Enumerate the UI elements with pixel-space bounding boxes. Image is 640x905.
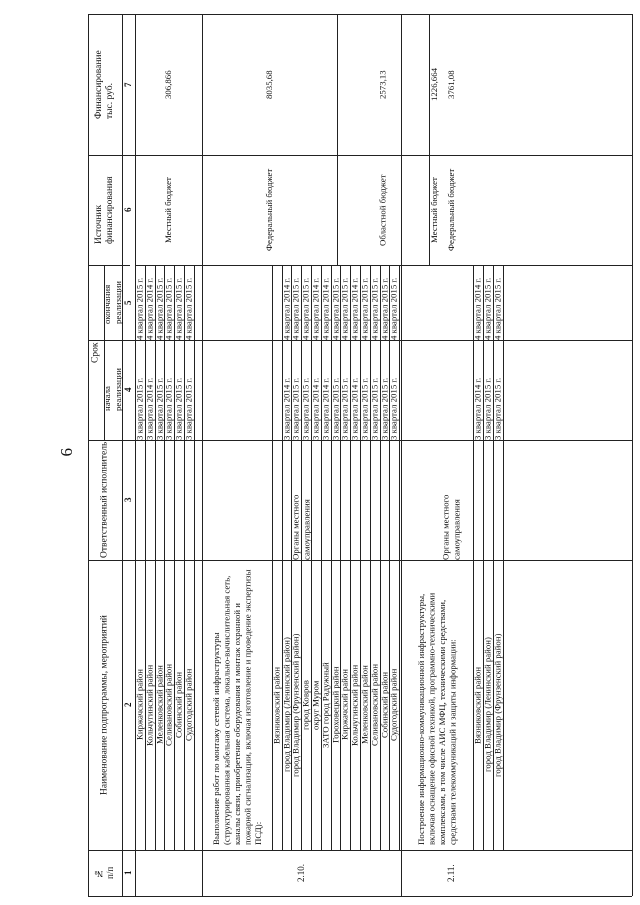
b2-row-5-name: [321, 560, 331, 850]
b1-row-5-start-text: 3 квартал 2015 г.: [183, 377, 194, 440]
b2-source-0-text: Федеральный бюджет: [263, 168, 274, 252]
column-number-4: [122, 340, 135, 440]
b2-row-6-name-text: Гороховецкий район: [330, 666, 340, 744]
b3-finance: [401, 14, 502, 155]
column-number-6-text: 6: [123, 207, 133, 213]
b3-title-text: Построение информационно-коммуникационной инфраструктуры, включая оснащение офисной техникой, программно-техническими комплексами, в том числе АИС МФЦ, техническими средствами, средствами телекоммуникаций и защиты информации:: [416, 592, 458, 845]
b2-row-6-end-text: 4 квартал 2015 г.: [330, 277, 340, 340]
b2-row-10-end: [370, 265, 380, 340]
b1-row-1-name-text: Кольчугинский район: [144, 664, 155, 746]
column-number-5-text: 5: [123, 300, 133, 305]
b2-row-5-end-text: 4 квартал 2014 г.: [320, 277, 331, 340]
b2-row-6-start-text: 3 квартал 2015 г.: [330, 377, 340, 440]
b1-row-5-end-text: 4 квартал 2015 г.: [183, 277, 194, 340]
b2-row-9-start-text: 3 квартал 2015 г.: [359, 377, 370, 440]
b2-row-12-name: [389, 560, 399, 850]
b3-row-1-start: [483, 340, 493, 440]
b2-source-0: [202, 155, 337, 265]
b1-row-5-end: [184, 265, 194, 340]
b2-row-10-start-text: 3 квартал 2015 г.: [369, 377, 380, 440]
b2-row-4-name-text: округ Муром: [310, 680, 321, 730]
b3-row-2-name: [493, 560, 503, 850]
b2-row-12-end: [389, 265, 399, 340]
b2-row-11-start-text: 3 квартал 2015 г.: [379, 377, 389, 440]
b3-row-0-end-text: 4 квартал 2014 г.: [472, 277, 483, 340]
b2-row-5-start-text: 3 квартал 2014 г.: [320, 377, 331, 440]
header-end: [104, 265, 122, 340]
b2-title: [204, 565, 270, 845]
b2-executor-text: Органы местного самоуправления: [290, 494, 312, 560]
column-number-2-text: 2: [123, 702, 133, 708]
b2-source-2-text: Местный бюджет: [428, 177, 439, 243]
b1-row-1-end: [145, 265, 155, 340]
b2-row-2-name-text: город Владимир (Фрунзенский район): [290, 633, 301, 777]
b2-row-2-end-text: 4 квартал 2015 г.: [290, 277, 301, 340]
b2-row-12-start: [389, 340, 399, 440]
b1-row-5-name-text: Судогодский район: [183, 668, 194, 742]
b1-row-1-start-text: 3 квартал 2014 г.: [144, 377, 155, 440]
b2-row-4-start: [311, 340, 321, 440]
b1-row-4-name-text: Собинский район: [173, 671, 184, 739]
b2-row-12-end-text: 4 квартал 2015 г.: [388, 277, 399, 340]
column-number-5: [122, 265, 135, 340]
b2-row-0-end: [272, 265, 282, 340]
b2-row-8-name-text: Кольчугинский район: [349, 664, 360, 746]
b3-row-2-end-text: 4 квартал 2015 г.: [492, 277, 503, 340]
header-finance: [88, 14, 122, 155]
b1-row-5-start: [184, 340, 194, 440]
b2-num: [202, 850, 401, 896]
b1-row-3-name-text: Селивановский район: [163, 663, 174, 747]
b2-row-0-start: [272, 340, 282, 440]
b2-row-4-name: [311, 560, 321, 850]
b1-source: [135, 155, 202, 265]
b2-row-9-start: [360, 340, 370, 440]
column-number-7: [122, 14, 135, 155]
header-num: [88, 850, 122, 896]
b2-row-11-end-text: 4 квартал 2015 г.: [379, 277, 389, 340]
header-end-text: окончания реализации: [102, 281, 123, 324]
b2-row-4-start-text: 3 квартал 2014 г.: [310, 377, 321, 440]
b1-row-0-start-text: 3 квартал 2015 г.: [134, 377, 145, 440]
header-finance-text: Финансирование тыс. руб.: [94, 50, 115, 119]
b2-row-1-name-text: город Владимир (Ленинский район): [281, 637, 291, 773]
b3-row-2-name-text: город Владимир (Фрунзенский район): [492, 633, 503, 777]
b2-row-7-start-text: 3 квартал 2015 г.: [339, 377, 350, 440]
header-source: [88, 155, 122, 265]
b3-row-2-end: [493, 265, 503, 340]
b2-row-9-name: [360, 560, 370, 850]
column-number-7-text: 7: [123, 82, 133, 87]
b1-row-5-name: [184, 560, 194, 850]
b2-row-3-start-text: 3 квартал 2015 г.: [300, 377, 311, 440]
grid-line: [632, 14, 633, 896]
header-num-text: № п/п: [94, 866, 115, 880]
b3-row-1-name: [483, 560, 493, 850]
grid-line: [88, 896, 632, 897]
b1-row-3-start-text: 3 квартал 2015 г.: [163, 377, 174, 440]
column-number-4-text: 4: [123, 387, 133, 393]
header-source-text: Источник финансирования: [94, 176, 115, 244]
b3-executor-text: Органы местного самоуправления: [440, 494, 462, 560]
b2-row-10-start: [370, 340, 380, 440]
b1-row-1-name: [145, 560, 155, 850]
column-number-1: [122, 850, 135, 896]
b3-source-text: Федеральный бюджет: [446, 168, 457, 252]
b2-row-0-name: [272, 560, 282, 850]
b3-num: [401, 850, 502, 896]
b1-source-text: Местный бюджет: [162, 177, 173, 243]
b3-row-0-name-text: Вязниковский район: [472, 666, 483, 744]
column-number-2: [122, 560, 135, 850]
b2-row-0-name-text: Вязниковский район: [271, 666, 282, 744]
b3-row-1-start-text: 3 квартал 2015 г.: [482, 377, 493, 440]
b2-finance-0: [202, 14, 337, 155]
b1-row-0-name-text: Киржачский район: [134, 669, 145, 741]
b1-row-1-end-text: 4 квартал 2014 г.: [144, 277, 155, 340]
b2-row-1-start-text: 3 квартал 2014 г.: [281, 377, 291, 440]
b1-row-0-end: [135, 265, 145, 340]
column-number-3: [122, 440, 135, 560]
b2-row-7-end-text: 4 квартал 2015 г.: [339, 277, 350, 340]
b2-source-1-text: Областной бюджет: [377, 174, 388, 246]
b1-row-0-end-text: 4 квартал 2015 г.: [134, 277, 145, 340]
b3-source: [401, 155, 502, 265]
header-name-text: Наименование подпрограммы, мероприятий: [99, 615, 110, 795]
b1-row-2-name-text: Меленковский район: [154, 665, 164, 745]
b2-row-10-end-text: 4 квартал 2015 г.: [369, 277, 380, 340]
b1-row-3-end-text: 4 квартал 2015 г.: [163, 277, 174, 340]
b2-num-text: 2.10.: [295, 864, 306, 882]
header-executor-text: Ответственный исполнитель: [99, 441, 110, 559]
b2-row-7-name-text: Киржачский район: [339, 669, 350, 741]
b1-finance: [135, 14, 202, 155]
page-number: 6: [57, 448, 76, 457]
b2-row-10-name: [370, 560, 380, 850]
header-executor: [88, 440, 122, 560]
column-number-6: [122, 155, 135, 265]
b2-row-9-end: [360, 265, 370, 340]
b3-row-1-end: [483, 265, 493, 340]
b3-title: [403, 565, 471, 845]
b2-row-3-end-text: 4 квартал 2015 г.: [300, 277, 311, 340]
b2-row-9-end-text: 4 квартал 2015 г.: [359, 277, 370, 340]
b2-row-8-end-text: 4 квартал 2014 г.: [349, 277, 360, 340]
b2-row-5-start: [321, 340, 331, 440]
b2-row-4-end: [311, 265, 321, 340]
b2-row-12-name-text: Судогодский район: [388, 668, 399, 742]
column-number-3-text: 3: [123, 497, 133, 503]
b2-row-11-name-text: Собинский район: [379, 671, 389, 739]
header-start: [104, 340, 122, 440]
b2-row-10-name-text: Селивановский район: [369, 663, 380, 747]
header-start-text: начала реализации: [102, 368, 123, 412]
column-number-1-text: 1: [123, 870, 133, 876]
b2-row-5-end: [321, 265, 331, 340]
b3-executor: [401, 440, 502, 560]
header-term-text: Срок: [90, 342, 101, 363]
b2-finance-1-text: 2573,13: [377, 70, 388, 99]
b2-title-text: Выполнение работ по монтажу сетевой инфраструктуры (структурированная кабельная система, локально-вычислительная сеть, каналы связи, приобретение оборудования и монтаж охранной и пожарной сигнализации, включая изготовление и проведение экспертизы ПСД):: [210, 569, 263, 845]
b2-row-4-end-text: 4 квартал 2014 г.: [310, 277, 321, 340]
b2-row-5-name-text: ЗАТО город Радужный: [320, 662, 331, 748]
b3-row-1-end-text: 4 квартал 2015 г.: [482, 277, 493, 340]
b1-row-4-start-text: 3 квартал 2015 г.: [173, 377, 184, 440]
b1-row-0-start: [135, 340, 145, 440]
b1-row-4-end-text: 4 квартал 2015 г.: [173, 277, 184, 340]
b2-row-9-name-text: Меленковский район: [359, 665, 370, 745]
b1-row-1-start: [145, 340, 155, 440]
b3-row-0-start-text: 3 квартал 2014 г.: [472, 377, 483, 440]
b3-finance-text: 3761,08: [446, 70, 457, 99]
b2-row-1-end-text: 4 квартал 2014 г.: [281, 277, 291, 340]
b2-executor: [202, 440, 401, 560]
b3-num-text: 2.11.: [446, 864, 457, 882]
b2-row-8-start-text: 3 квартал 2014 г.: [349, 377, 360, 440]
b1-row-0-name: [135, 560, 145, 850]
header-name: [88, 560, 122, 850]
b2-row-12-start-text: 3 квартал 2015 г.: [388, 377, 399, 440]
b2-finance-0-text: 8035,68: [263, 70, 274, 99]
b2-row-2-start-text: 3 квартал 2015 г.: [290, 377, 301, 440]
b2-row-3-name-text: город Ковров: [300, 680, 311, 730]
grid-line: [194, 265, 195, 850]
b2-finance-2-text: 1226,664: [428, 68, 439, 101]
b3-row-2-start: [493, 340, 503, 440]
b3-row-2-start-text: 3 квартал 2015 г.: [492, 377, 503, 440]
b3-row-1-name-text: город Владимир (Ленинский район): [482, 637, 493, 773]
b1-row-2-start-text: 3 квартал 2015 г.: [154, 377, 164, 440]
b1-row-2-end-text: 4 квартал 2015 г.: [154, 277, 164, 340]
b1-finance-text: 306,866: [162, 70, 173, 99]
